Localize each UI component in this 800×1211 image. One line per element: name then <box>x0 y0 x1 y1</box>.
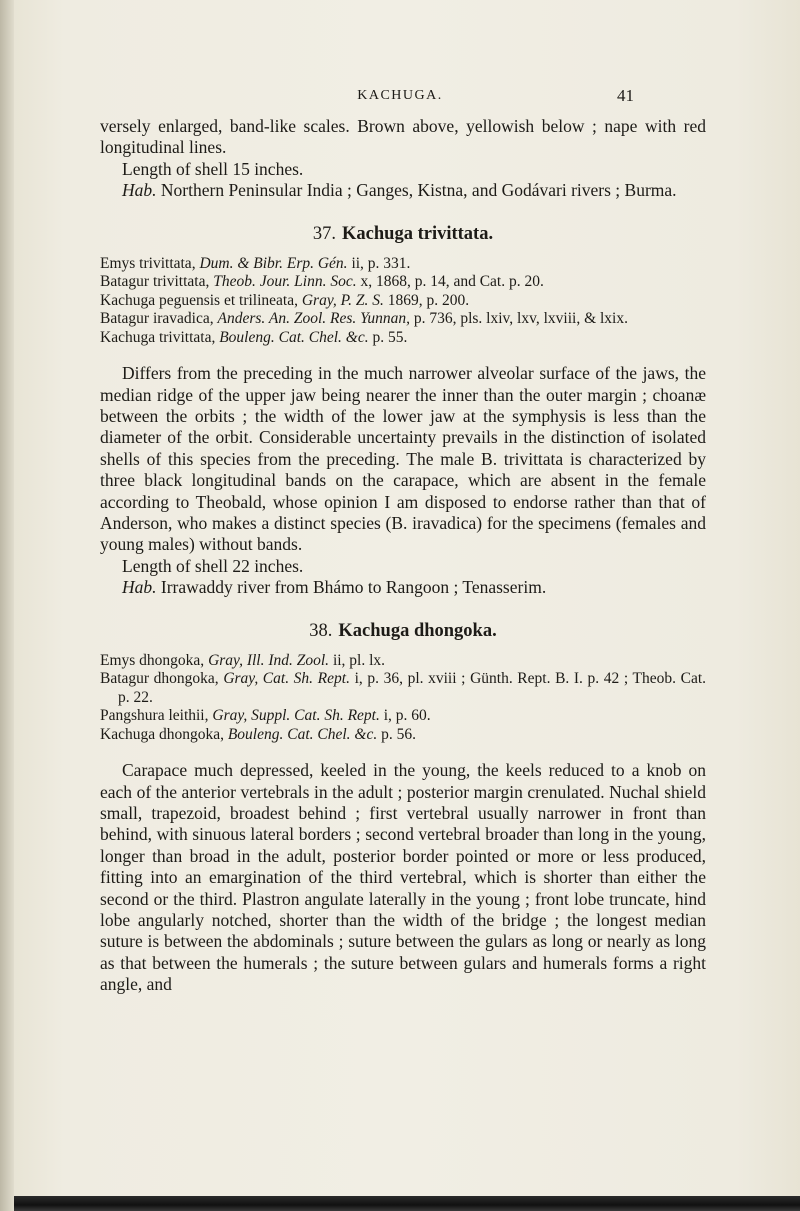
running-title: KACHUGA. <box>357 88 443 103</box>
intro-paragraph: versely enlarged, band-like scales. Brown above, yellowish below ; nape with red longitudinal lines. <box>100 116 706 158</box>
synonym-entry: Batagur dhongoka, Gray, Cat. Sh. Rept. i, p. 36, pl. xviii ; Günth. Rept. B. I. p. 42 ; Theob. Cat. p. 22. <box>100 670 707 706</box>
page-gutter-shadow <box>0 0 14 1211</box>
species-heading-38 <box>100 621 706 642</box>
synonym-entry: Emys dhongoka, Gray, Ill. Ind. Zool. ii, pl. lx. <box>100 651 386 669</box>
synonym-entry: Pangshura leithii, Gray, Suppl. Cat. Sh. Rept. i, p. 60. <box>100 707 431 725</box>
species-name: Kachuga dhongoka. <box>338 620 497 641</box>
species-heading-37 <box>100 224 706 245</box>
habitat-label: Hab. <box>122 180 157 201</box>
synonym-entry: Batagur trivittata, Theob. Jour. Linn. Soc. x, 1868, p. 14, and Cat. p. 20. <box>100 273 544 291</box>
species-habitat-37 <box>100 577 706 598</box>
synonym-entry: Kachuga peguensis et trilineata, Gray, P. Z. S. 1869, p. 200. <box>100 291 470 309</box>
species-length-37: Length of shell 22 inches. <box>122 555 304 576</box>
synonym-entry: Batagur iravadica, Anders. An. Zool. Res. Yunnan, p. 736, pls. lxiv, lxv, lxviii, & lxix. <box>100 310 628 328</box>
species-name: Kachuga trivittata. <box>342 223 494 244</box>
scan-edge-bar <box>14 1196 800 1211</box>
synonymy-list-37 <box>100 255 706 348</box>
habitat-label: Hab. <box>122 577 157 598</box>
species-description-38: Carapace much depressed, keeled in the young, the keels reduced to a knob on each of the anterior vertebrals in the adult ; posterior margin crenulated. Nuchal shield small, trapezoid, broadest behind ; first vertebral usually narrower in front than behind, with sinuous lateral borders ; second vertebral broader than long in the young, longer than broad in the adult, posterior border pointed or more or less produced, fitting into an emargination of the third vertebral, which is shorter than either the second or the third. Plastron angulate laterally in the young ; front lobe truncate, hind lobe angularly notched, shorter than the width of the bridge ; the longest median suture is between the abdominals ; suture between the gulars as long or nearly as long as that between the humerals ; the suture between gulars and humerals forms a right angle, and <box>100 760 706 995</box>
synonymy-list-38 <box>100 652 706 745</box>
intro-habitat <box>100 180 706 201</box>
synonym-entry: Kachuga trivittata, Bouleng. Cat. Chel. &c. p. 55. <box>100 328 408 346</box>
species-number: 37. <box>312 223 337 244</box>
page-number: 41 <box>617 86 634 105</box>
synonym-entry: Kachuga dhongoka, Bouleng. Cat. Chel. &c. p. 56. <box>100 725 416 743</box>
page-header <box>0 86 800 108</box>
habitat-text: Northern Peninsular India ; Ganges, Kistna, and Godávari rivers ; Burma. <box>160 180 677 201</box>
habitat-text: Irrawaddy river from Bhámo to Rangoon ; Tenasserim. <box>160 577 547 598</box>
species-number: 38. <box>309 620 333 641</box>
page-content <box>100 116 706 996</box>
species-description-37: Differs from the preceding in the much narrower alveolar surface of the jaws, the median ridge of the upper jaw being nearer the inner than the outer margin ; choanæ between the orbits ; the width of the lower jaw at the symphysis is less than the diameter of the orbit. Considerable uncertainty prevails in the distinction of isolated shells of this species from the preceding. The male B. trivittata is characterized by three black longitudinal bands on the carapace, which are absent in the female according to Theobald, whose opinion I am disposed to endorse rather than that of Anderson, who makes a distinct species (B. iravadica) for the specimens (females and young males) without bands. <box>100 363 706 555</box>
intro-length: Length of shell 15 inches. <box>122 158 304 179</box>
synonym-entry: Emys trivittata, Dum. & Bibr. Erp. Gén. ii, p. 331. <box>100 254 411 272</box>
